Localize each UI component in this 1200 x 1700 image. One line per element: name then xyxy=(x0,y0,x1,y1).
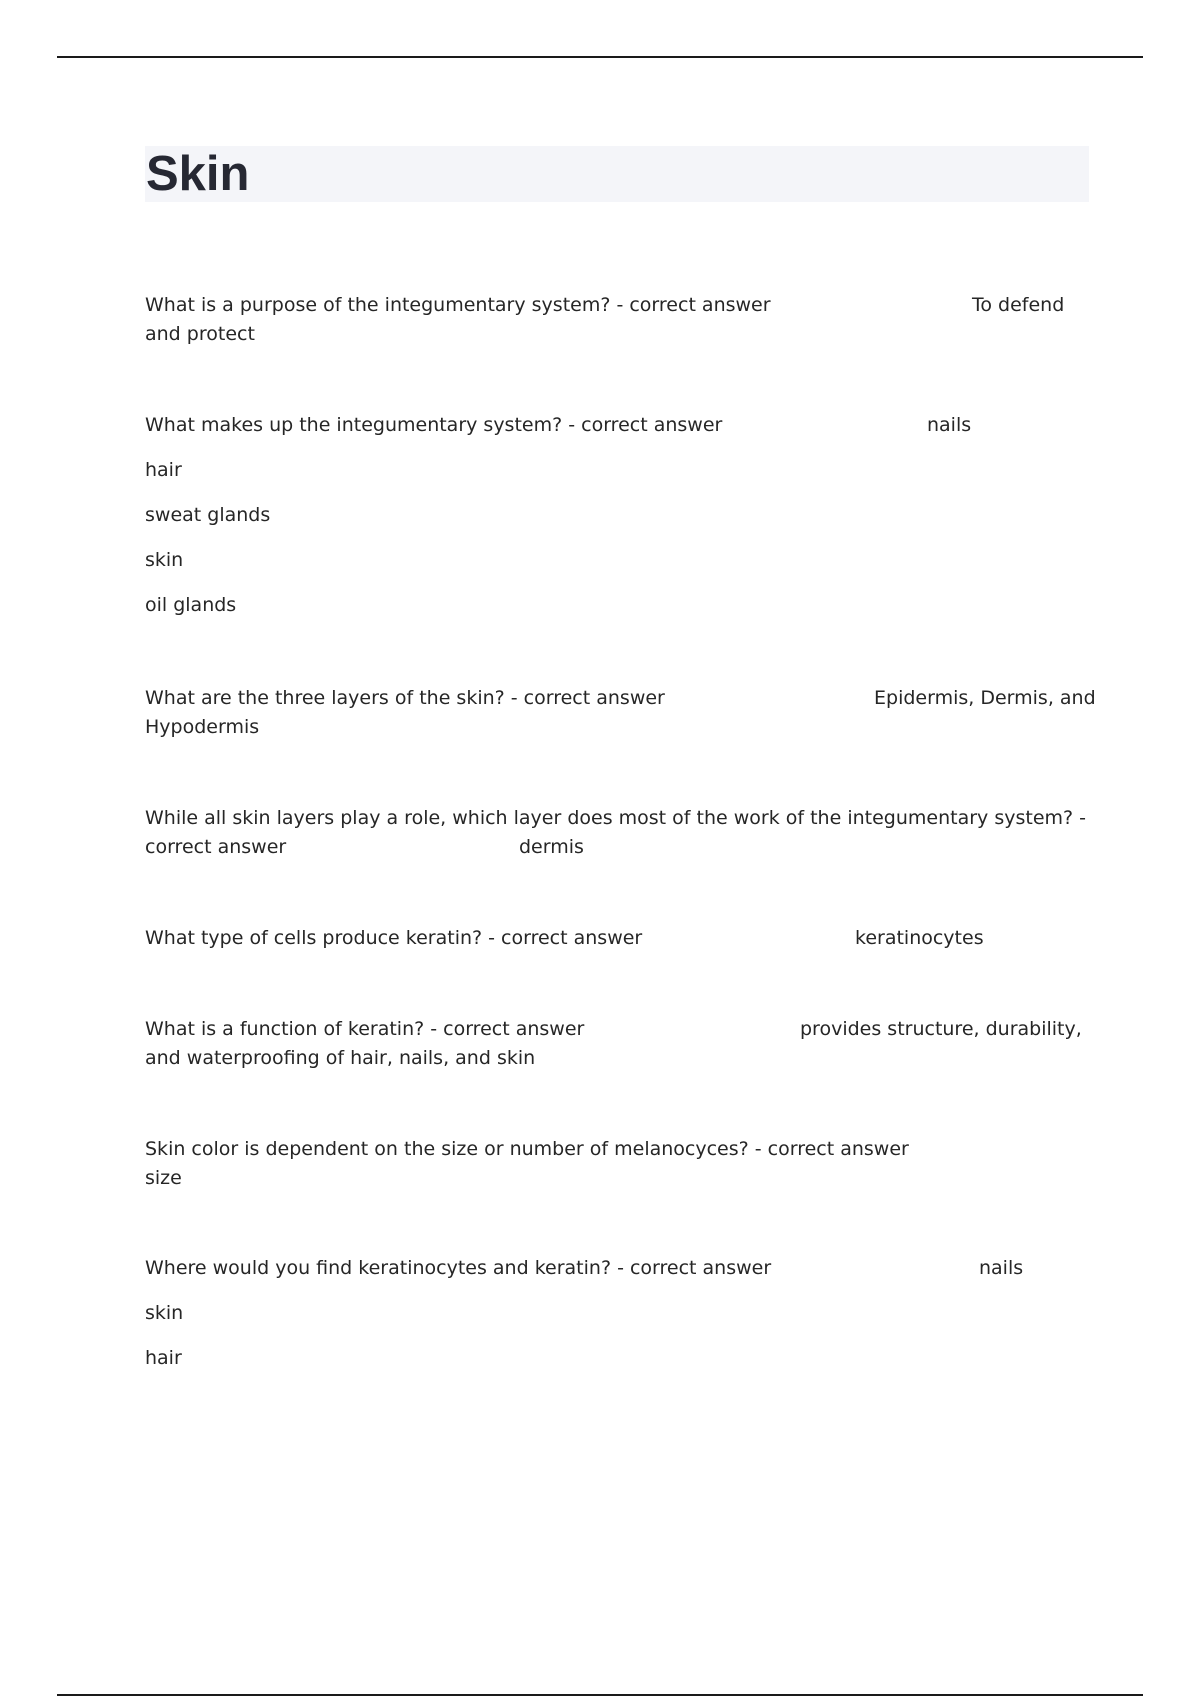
answer-text: Epidermis, Dermis, and xyxy=(874,687,1096,709)
question-text: What is a function of keratin? - correct answer xyxy=(145,1018,585,1040)
question-text: What makes up the integumentary system? - correct answer xyxy=(145,414,723,436)
answer-list-item: hair xyxy=(145,459,182,481)
answer-list-item: skin xyxy=(145,1302,184,1324)
qa-item-4 xyxy=(145,804,1095,862)
answer-text: provides structure, durability, xyxy=(800,1018,1082,1040)
question-text: Where would you find keratinocytes and keratin? - correct answer xyxy=(145,1257,772,1279)
answer-text: size xyxy=(145,1167,182,1189)
answer-list-item: sweat glands xyxy=(145,504,271,526)
answer-list-item: hair xyxy=(145,1347,182,1369)
bottom-rule xyxy=(57,1694,1143,1696)
qa-item-2 xyxy=(145,411,1095,620)
answer-list-item: oil glands xyxy=(145,594,237,616)
answer-text: nails xyxy=(927,414,972,436)
qa-item-5 xyxy=(145,924,1095,953)
question-text: While all skin layers play a role, which layer does most of the work of the integumentary system? - xyxy=(145,807,1086,829)
qa-item-7 xyxy=(145,1135,1095,1193)
answer-text: dermis xyxy=(519,836,584,858)
question-text: What type of cells produce keratin? - correct answer xyxy=(145,927,643,949)
answer-text: keratinocytes xyxy=(855,927,984,949)
qa-item-8 xyxy=(145,1254,1095,1373)
answer-continuation: and waterproofing of hair, nails, and skin xyxy=(145,1047,536,1069)
answer-continuation: and protect xyxy=(145,323,255,345)
qa-item-1 xyxy=(145,291,1095,349)
qa-item-3 xyxy=(145,684,1095,742)
answer-text: nails xyxy=(979,1257,1024,1279)
top-rule xyxy=(57,56,1143,58)
answer-list-item: skin xyxy=(145,549,184,571)
question-text: What are the three layers of the skin? - correct answer xyxy=(145,687,665,709)
answer-text: To defend xyxy=(972,294,1065,316)
page-title: Skin xyxy=(146,147,250,201)
question-text: What is a purpose of the integumentary system? - correct answer xyxy=(145,294,771,316)
question-text: Skin color is dependent on the size or number of melanocyces? - correct answer xyxy=(145,1138,909,1160)
answer-continuation: Hypodermis xyxy=(145,716,260,738)
qa-item-6 xyxy=(145,1015,1095,1073)
question-continuation: correct answer xyxy=(145,836,287,858)
title-band xyxy=(145,146,1089,202)
